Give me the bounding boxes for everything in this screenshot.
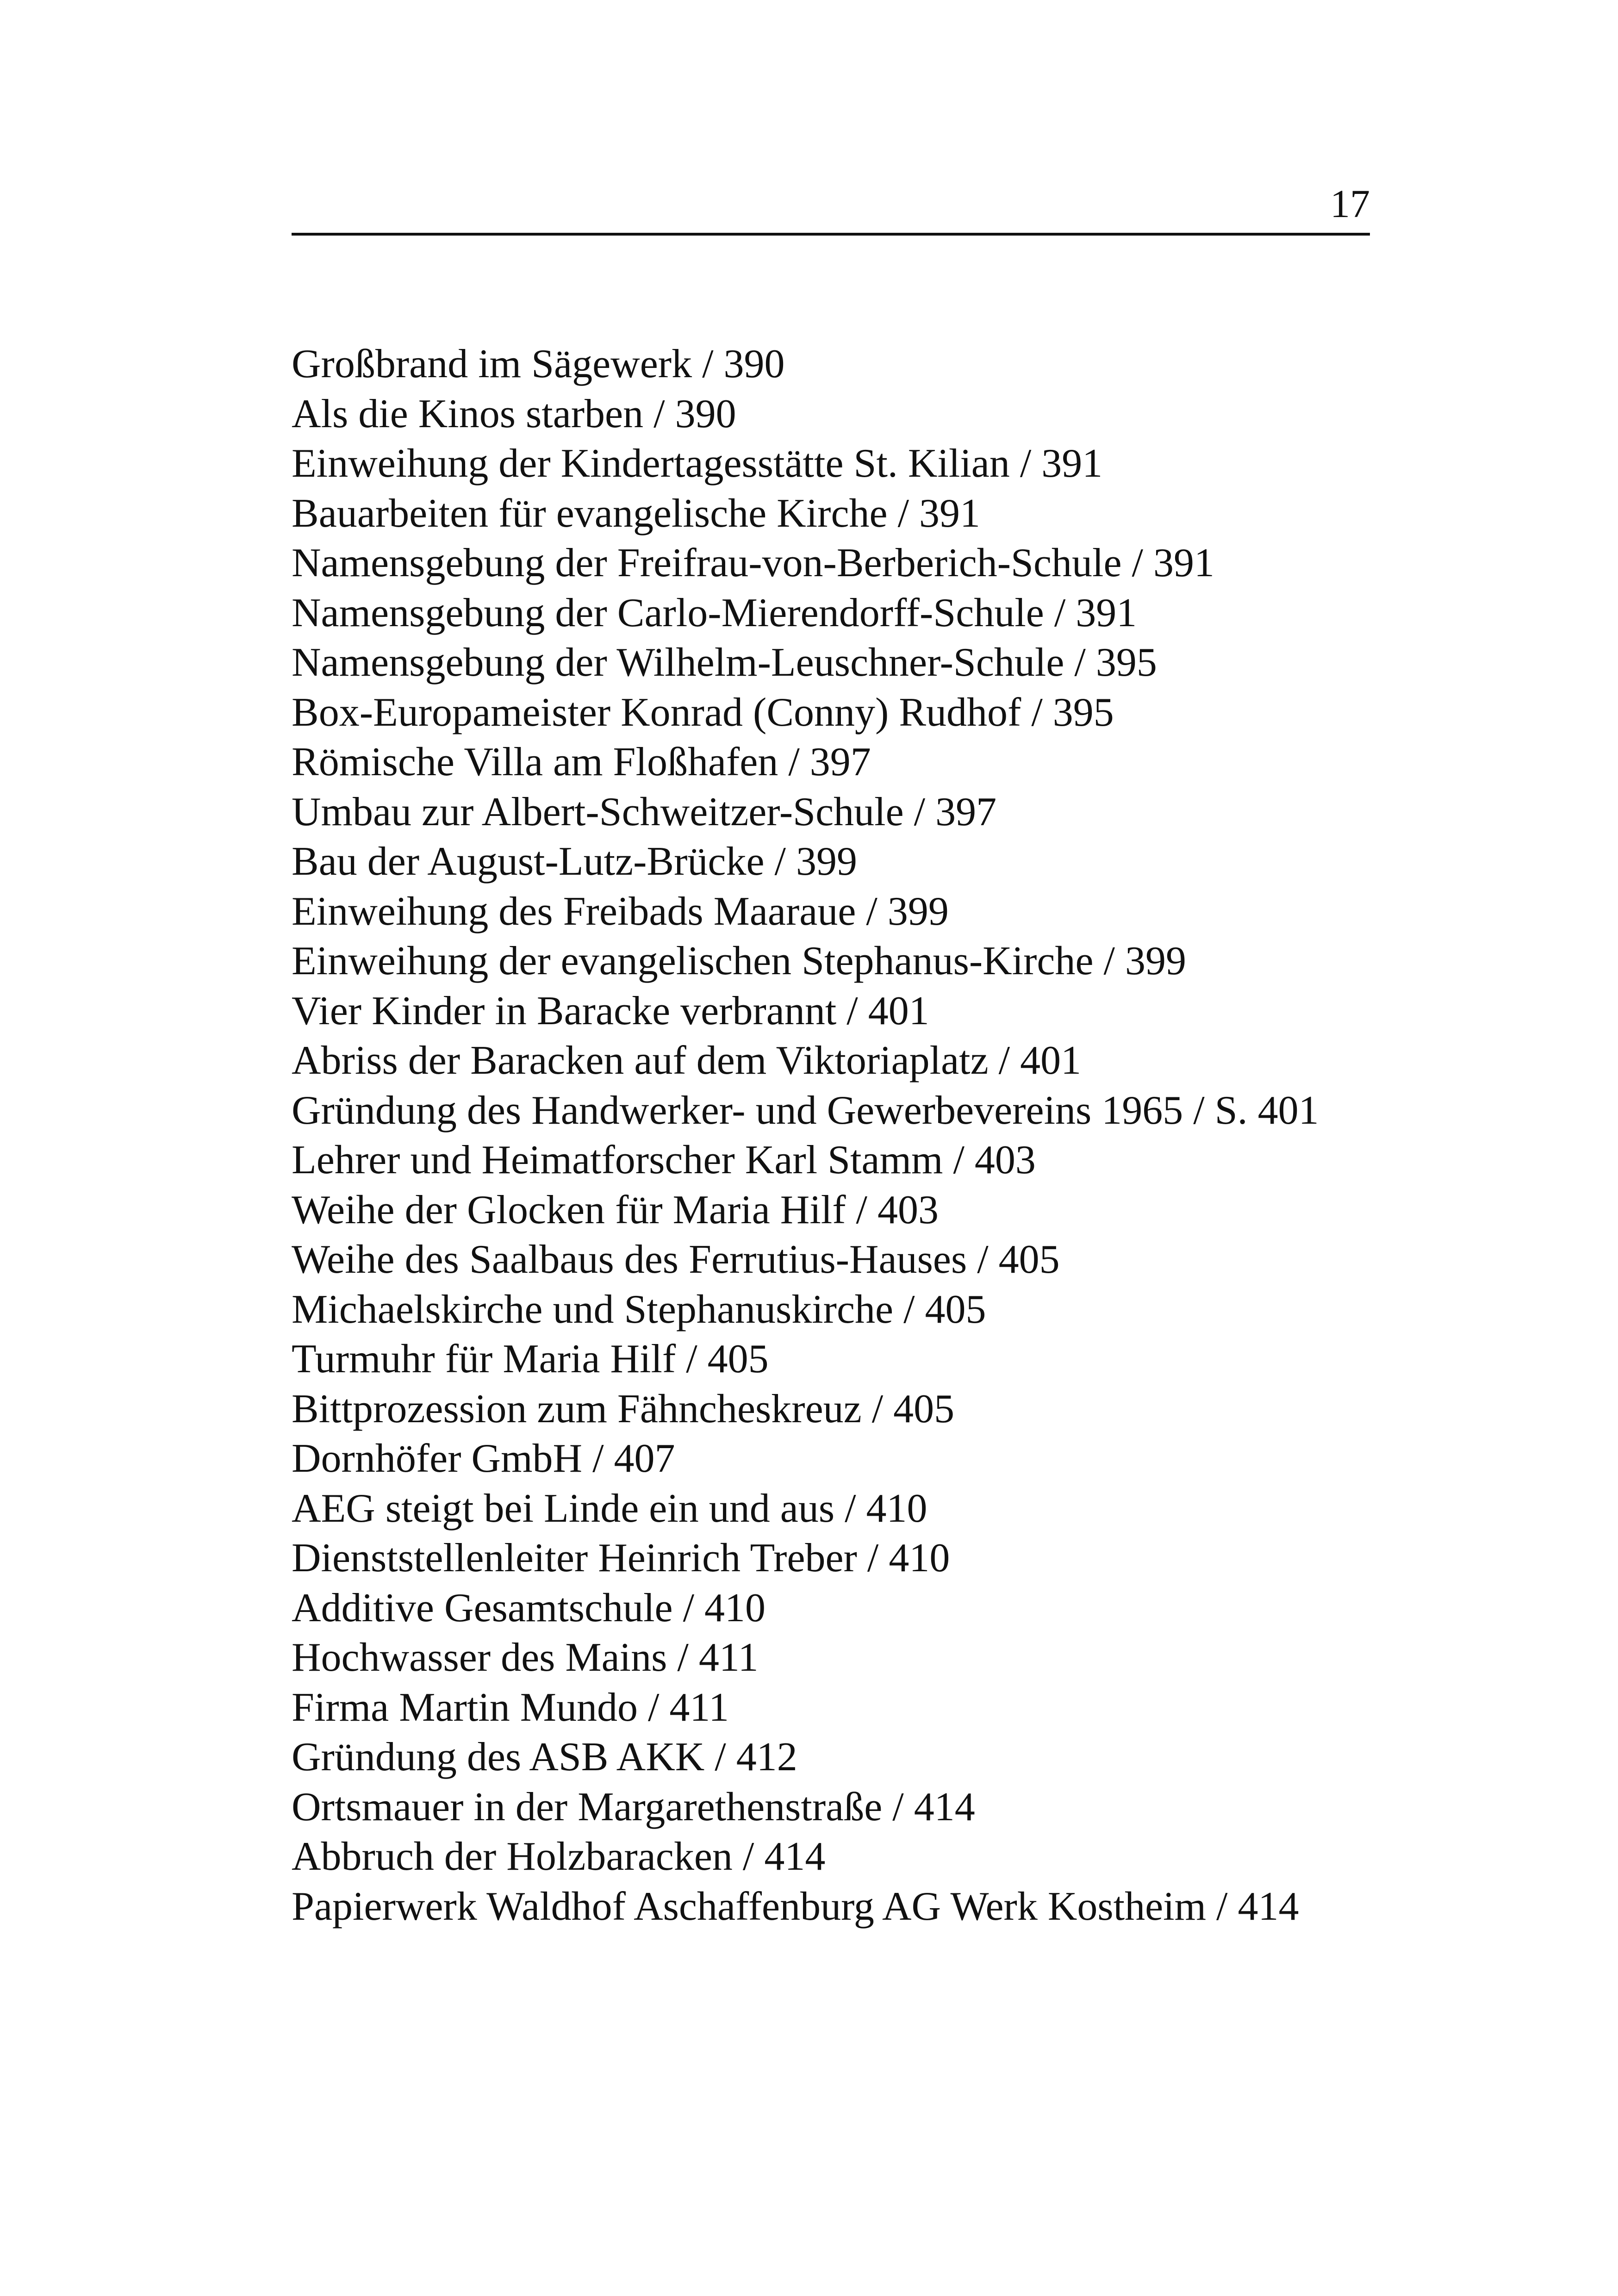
toc-entry: Abriss der Baracken auf dem Viktoriaplatz / 401: [292, 1038, 1082, 1083]
toc-entry: Box-Europameister Konrad (Conny) Rudhof / 395: [292, 690, 1114, 735]
toc-entry: Papierwerk Waldhof Aschaffenburg AG Werk Kostheim / 414: [292, 1884, 1299, 1929]
toc-entry: Bau der August-Lutz-Brücke / 399: [292, 839, 857, 884]
toc-entry: Abbruch der Holzbaracken / 414: [292, 1834, 826, 1879]
toc-entry: Bittprozession zum Fähncheskreuz / 405: [292, 1386, 955, 1431]
toc-entry: Ortsmauer in der Margarethenstraße / 414: [292, 1784, 975, 1829]
toc-entry: Bauarbeiten für evangelische Kirche / 391: [292, 491, 981, 536]
toc-entry: Einweihung des Freibads Maaraue / 399: [292, 889, 949, 934]
toc-entry: Namensgebung der Freifrau-von-Berberich-Schule / 391: [292, 541, 1215, 585]
toc-entry: Einweihung der evangelischen Stephanus-Kirche / 399: [292, 939, 1186, 983]
toc-entry: Lehrer und Heimatforscher Karl Stamm / 403: [292, 1138, 1036, 1182]
header-rule: [292, 233, 1370, 236]
toc-entry: Weihe der Glocken für Maria Hilf / 403: [292, 1187, 939, 1232]
toc-entry: Turmuhr für Maria Hilf / 405: [292, 1337, 769, 1381]
toc-entry: Namensgebung der Carlo-Mierendorff-Schule / 391: [292, 590, 1137, 635]
toc-entry: Hochwasser des Mains / 411: [292, 1635, 759, 1680]
toc-entry: Firma Martin Mundo / 411: [292, 1685, 729, 1730]
toc-entry: Vier Kinder in Baracke verbrannt / 401: [292, 988, 929, 1033]
toc-entry: Gründung des ASB AKK / 412: [292, 1735, 797, 1780]
toc-entry: Umbau zur Albert-Schweitzer-Schule / 397: [292, 789, 997, 834]
toc-entry: Als die Kinos starben / 390: [292, 391, 736, 436]
toc-entry: Additive Gesamtschule / 410: [292, 1585, 766, 1630]
page-number: 17: [1330, 181, 1370, 226]
toc-entry: Einweihung der Kindertagesstätte St. Kilian / 391: [292, 441, 1103, 486]
toc-entry: AEG steigt bei Linde ein und aus / 410: [292, 1486, 927, 1531]
toc-entry: Großbrand im Sägewerk / 390: [292, 342, 785, 386]
toc-entry: Namensgebung der Wilhelm-Leuschner-Schule / 395: [292, 640, 1157, 685]
toc-entry: Gründung des Handwerker- und Gewerbevereins 1965 / S. 401: [292, 1088, 1319, 1133]
toc-entry: Michaelskirche und Stephanuskirche / 405: [292, 1287, 986, 1332]
toc-entry: Dornhöfer GmbH / 407: [292, 1436, 675, 1481]
table-of-contents: [292, 339, 1370, 1931]
toc-entry: Römische Villa am Floßhafen / 397: [292, 740, 871, 784]
toc-entry: Dienststellenleiter Heinrich Treber / 410: [292, 1536, 950, 1580]
toc-entry: Weihe des Saalbaus des Ferrutius-Hauses / 405: [292, 1237, 1060, 1282]
